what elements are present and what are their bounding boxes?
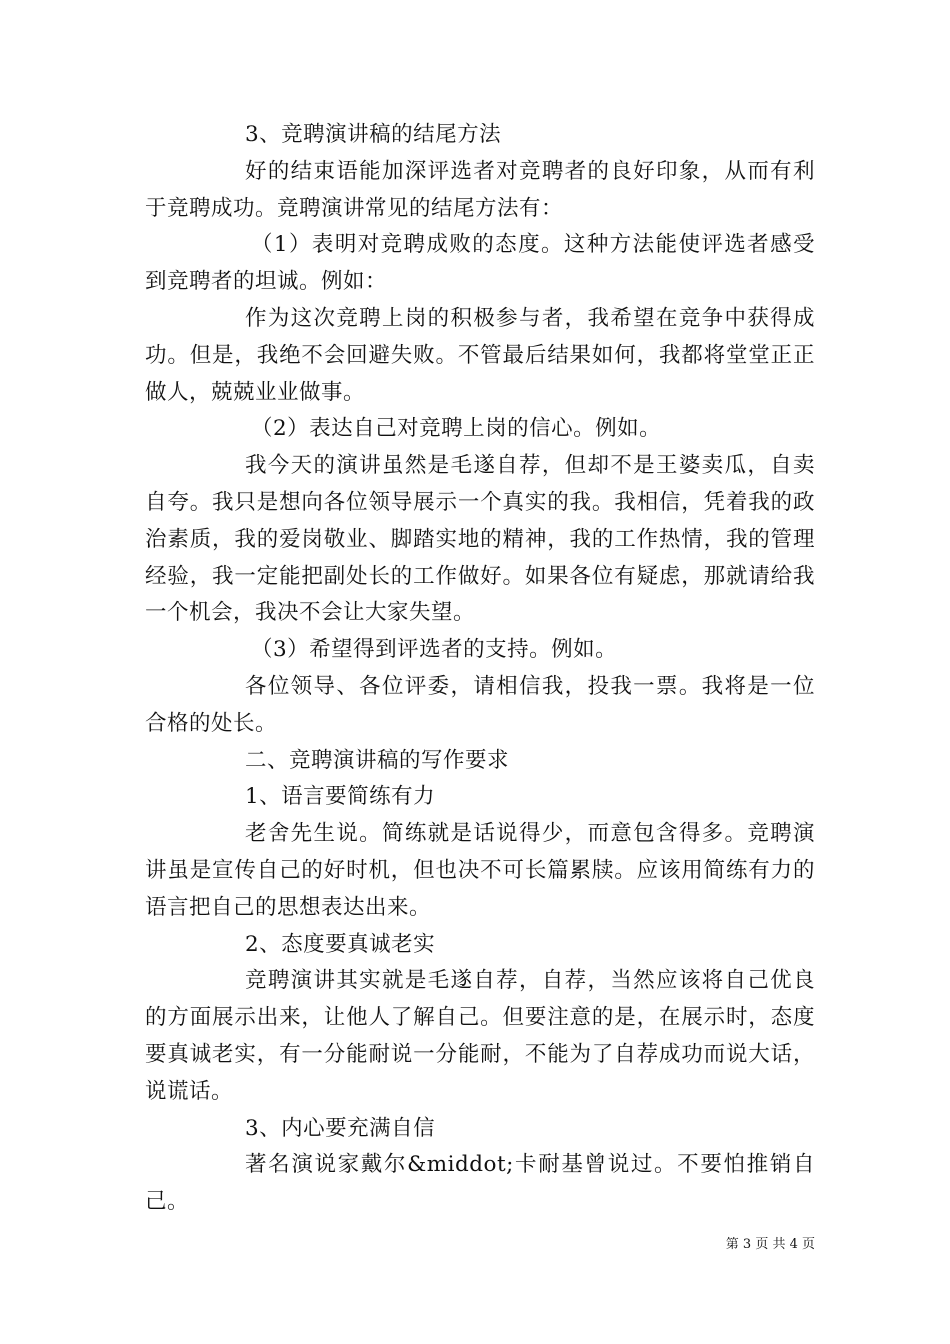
example-attitude: 作为这次竞聘上岗的积极参与者，我希望在竞争中获得成功。但是，我绝不会回避失败。不管最后结果如何，我都将堂堂正正做人，兢兢业业做事。: [145, 305, 815, 405]
list-item-confidence: （2）表达自己对竞聘上岗的信心。例如。: [251, 416, 662, 442]
heading-writing-requirements: 二、竞聘演讲稿的写作要求: [245, 747, 510, 773]
subheading-language: 1、语言要简练有力: [245, 784, 436, 810]
list-item-attitude: （1）表明对竞聘成败的态度。这种方法能使评选者感受到竞聘者的坦诚。例如：: [145, 232, 815, 295]
paragraph-intro: 好的结束语能加深评选者对竞聘者的良好印象，从而有利于竞聘成功。竞聘演讲常见的结尾方法有：: [145, 158, 815, 221]
paragraph-carnegie: 著名演说家戴尔&middot;卡耐基曾说过。不要怕推销自己。: [145, 1152, 815, 1215]
subheading-confidence: 3、内心要充满自信: [245, 1115, 436, 1141]
heading-ending-methods: 3、竞聘演讲稿的结尾方法: [245, 122, 502, 147]
document-body: [145, 117, 815, 1221]
subheading-attitude: 2、态度要真诚老实: [245, 931, 436, 957]
page-number-footer: 第 3 页 共 4 页: [725, 1237, 815, 1252]
paragraph-language: 老舍先生说。简练就是话说得少，而意包含得多。竞聘演讲虽是宣传自己的好时机，但也决不可长篇累牍。应该用简练有力的语言把自己的思想表达出来。: [145, 821, 815, 920]
list-item-support: （3）希望得到评选者的支持。例如。: [251, 637, 618, 663]
example-support: 各位领导、各位评委，请相信我，投我一票。我将是一位合格的处长。: [145, 673, 815, 736]
paragraph-attitude: 竞聘演讲其实就是毛遂自荐，自荐，当然应该将自己优良的方面展示出来，让他人了解自己。但要注意的是，在展示时，态度要真诚老实，有一分能耐说一分能耐，不能为了自荐成功而说大话，说谎话。: [145, 968, 815, 1104]
example-confidence: 我今天的演讲虽然是毛遂自荐，但却不是王婆卖瓜，自卖自夸。我只是想向各位领导展示一个真实的我。我相信，凭着我的政治素质，我的爱岗敬业、脚踏实地的精神，我的工作热情，我的管理经验，我一定能把副处长的工作做好。如果各位有疑虑，那就请给我一个机会，我决不会让大家失望。: [145, 453, 815, 626]
